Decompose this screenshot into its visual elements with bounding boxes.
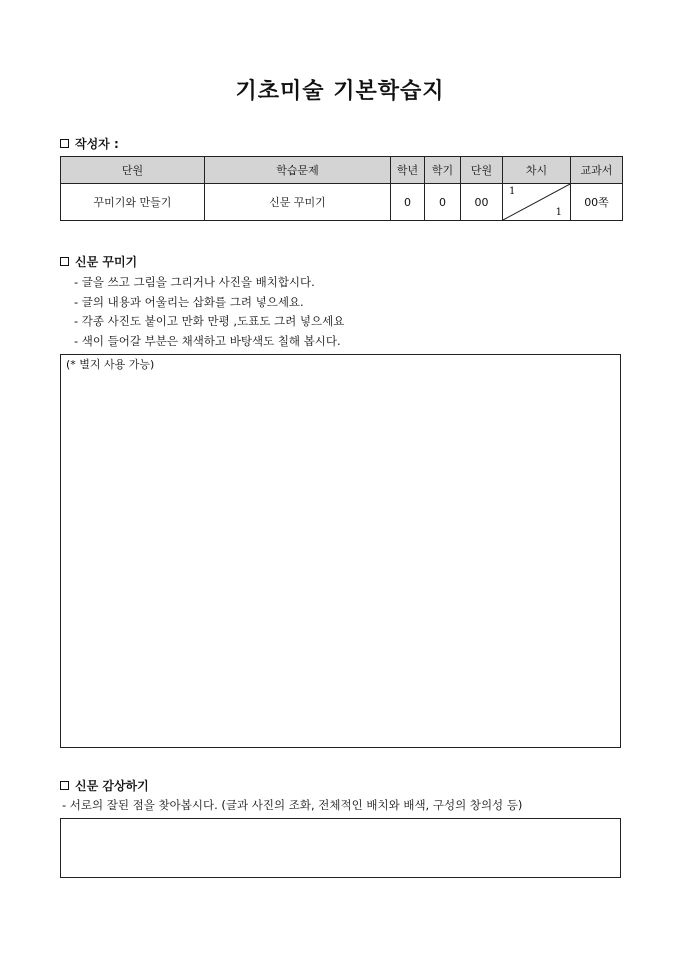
newspaper-heading-label: 신문 꾸미기 xyxy=(75,255,138,269)
author-label: 작성자 : xyxy=(75,137,119,151)
appreciation-answer-box[interactable] xyxy=(60,818,621,878)
header-lesson: 차시 xyxy=(503,157,571,184)
cell-lesson xyxy=(503,184,571,221)
appreciation-heading xyxy=(60,777,149,794)
cell-unit-no: 00 xyxy=(461,184,503,221)
instruction-list xyxy=(74,273,344,351)
header-unit-no: 단원 xyxy=(461,157,503,184)
drawing-area-note: (* 별지 사용 가능) xyxy=(66,358,155,371)
cell-semester: 0 xyxy=(425,184,461,221)
worksheet-title: 기초미술 기본학습지 xyxy=(235,78,445,104)
drawing-area[interactable] xyxy=(60,354,621,748)
table-row xyxy=(61,184,623,221)
cell-grade: 0 xyxy=(391,184,425,221)
header-unit: 단원 xyxy=(61,157,205,184)
checkbox-square-icon xyxy=(60,139,69,148)
cell-textbook: 00쪽 xyxy=(571,184,623,221)
table-header-row xyxy=(61,157,623,184)
newspaper-heading xyxy=(60,253,137,270)
cell-unit: 꾸미기와 만들기 xyxy=(61,184,205,221)
appreciation-heading-label: 신문 감상하기 xyxy=(75,779,149,793)
lesson-total: 1 xyxy=(555,207,562,218)
header-textbook: 교과서 xyxy=(571,157,623,184)
lesson-info-table xyxy=(60,156,623,221)
author-heading xyxy=(60,135,119,152)
list-item: - 색이 들어갈 부분은 채색하고 바탕색도 칠해 봅시다. xyxy=(74,333,341,348)
list-item: - 글의 내용과 어울리는 삽화를 그려 넣으세요. xyxy=(74,294,304,309)
header-grade: 학년 xyxy=(391,157,425,184)
list-item: - 각종 사진도 붙이고 만화 만평 ,도표도 그려 넣으세요 xyxy=(74,314,345,328)
header-semester: 학기 xyxy=(425,157,461,184)
cell-problem: 신문 꾸미기 xyxy=(205,184,391,221)
lesson-current: 1 xyxy=(509,186,516,197)
checkbox-square-icon xyxy=(60,257,69,266)
appreciation-instruction: - 서로의 잘된 점을 찾아봅시다. (글과 사진의 조화, 전체적인 배치와 배색, 구성의 창의성 등) xyxy=(62,798,523,812)
list-item: - 글을 쓰고 그림을 그리거나 사진을 배치합시다. xyxy=(74,275,315,289)
checkbox-square-icon xyxy=(60,781,69,790)
header-problem: 학습문제 xyxy=(205,157,391,184)
